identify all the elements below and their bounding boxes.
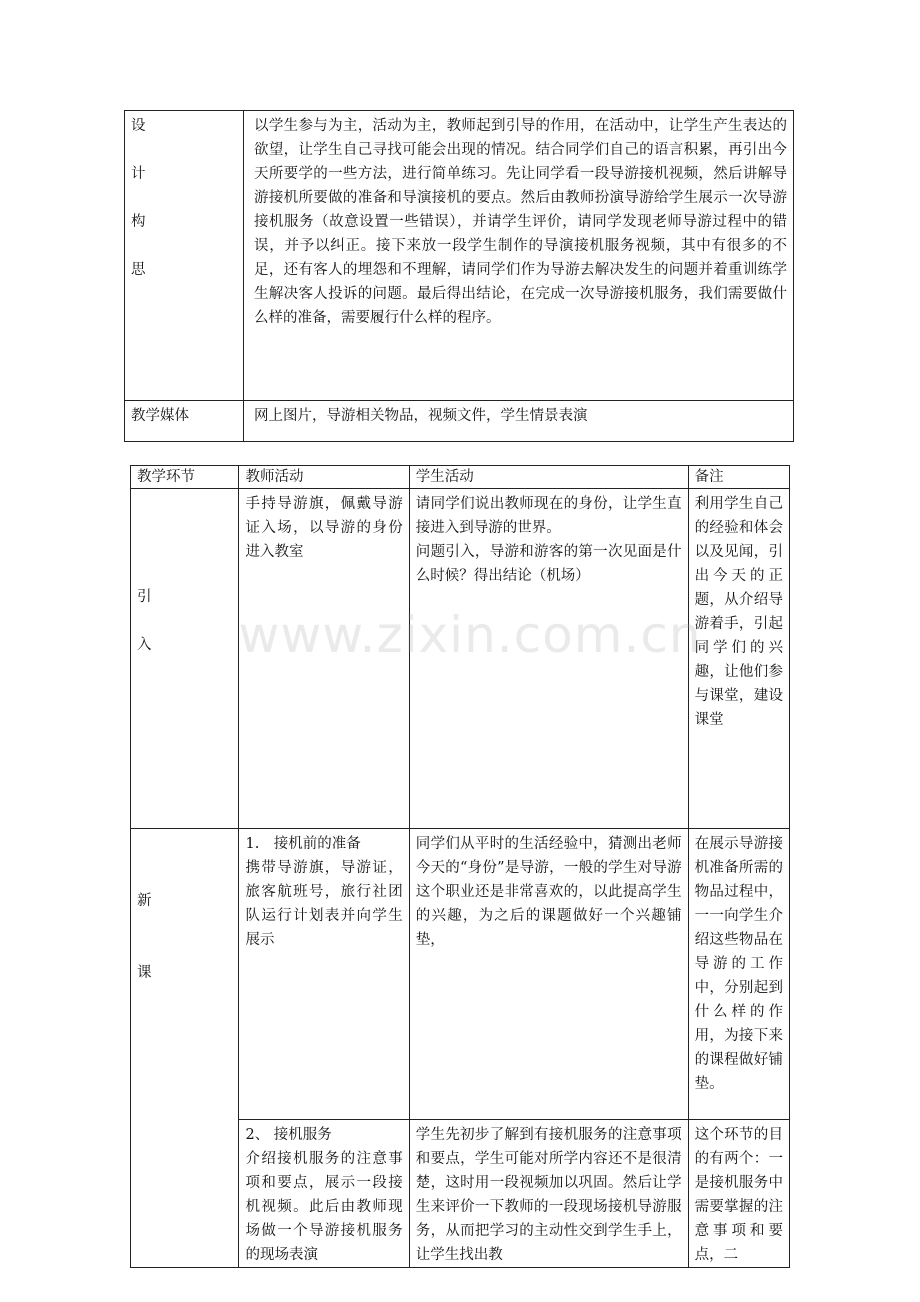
- intro-note: 利用学生自己的经验和体会以及见闻，引出今天的正题，从介绍导游着手，引起同学们的兴趣，让他们参与课堂，建设课堂: [688, 489, 789, 829]
- header-student: 学生活动: [409, 466, 688, 489]
- intro-student-p2: 问题引入，导游和游客的第一次见面是什么时候？得出结论（机场）: [415, 544, 682, 584]
- new1-teacher-activity: [239, 829, 409, 1120]
- new2-note: 这个环节的目的有两个：一是接机服务中需要掌握的注意事项和要点，二: [688, 1120, 789, 1268]
- design-label: [131, 114, 237, 306]
- design-label-char: 设: [131, 118, 146, 134]
- design-label-cell: [125, 111, 244, 401]
- new1-note: 在展示导游接机准备所需的物品过程中，一一向学生介绍这些物品在导游的工作中，分别起到什么样的作用，为接下来的课程做好铺垫。: [688, 829, 789, 1120]
- media-text: 网上图片，导游相关物品，视频文件，学生情景表演: [244, 401, 794, 442]
- design-label-char: 思: [131, 262, 146, 278]
- design-row: [125, 111, 794, 401]
- design-table: [124, 110, 794, 442]
- stage-new-lesson: [131, 829, 239, 1268]
- media-row: [125, 401, 794, 442]
- media-label: 教学媒体: [125, 401, 244, 442]
- new2-student-activity: 学生先初步了解到有接机服务的注意事项和要点，学生可能对所学内容还不是很清楚，这时用一段视频加以巩固。然后让学生来评价一下教师的一段现场接机导游服务，从而把学习的主动性交到学生手上，让学生找出教: [409, 1120, 688, 1268]
- new1-teacher-title: 1. 接机前的准备: [245, 836, 361, 852]
- table-row-intro: [131, 489, 790, 829]
- header-stage: 教学环节: [131, 466, 239, 489]
- stage-intro: [131, 489, 239, 829]
- new2-teacher-title: 2、 接机服务: [245, 1127, 332, 1143]
- new2-teacher-activity: [239, 1120, 409, 1268]
- stage-char: 新: [137, 893, 152, 909]
- lesson-table: [130, 465, 790, 1268]
- stage-char: 入: [137, 637, 152, 653]
- intro-student-activity: [409, 489, 688, 829]
- header-note: 备注: [688, 466, 789, 489]
- watermark: www.zixin.com.cn: [238, 606, 702, 664]
- stage-spacer: [137, 937, 232, 961]
- new2-teacher-text: 介绍接机服务的注意事项和要点，展示一段接机视频。此后由教师现场做一个导游接机服务的现场表演: [245, 1151, 403, 1263]
- stage-char: 引: [137, 589, 152, 605]
- stage-label: [137, 585, 232, 681]
- design-label-char: 构: [131, 214, 146, 230]
- stage-char: 课: [137, 965, 152, 981]
- intro-student-p1: 请同学们说出教师现在的身份，让学生直接进入到导游的世界。: [415, 496, 682, 536]
- new1-student-activity: 同学们从平时的生活经验中，猜测出老师今天的“身份”是导游，一般的学生对导游这个职业还是非常喜欢的，以此提高学生的兴趣，为之后的课题做好一个兴趣铺垫，: [409, 829, 688, 1120]
- header-teacher: 教师活动: [239, 466, 409, 489]
- stage-label: [137, 889, 232, 1009]
- design-label-char: 计: [131, 166, 146, 182]
- design-text: 以学生参与为主，活动为主，教师起到引导的作用，在活动中，让学生产生表达的欲望，让学生自己寻找可能会出现的情况。结合同学们自己的语言积累，再引出今天所要学的一些方法，进行简单练习。先让同学看一段导游接机视频，然后讲解导游接机所要做的准备和导演接机的要点。然后由教师扮演导游给学生展示一次导游接机服务（故意设置一些错误），并请学生评价，请同学发现老师导游过程中的错误，并予以纠正。接下来放一段学生制作的导演接机服务视频，其中有很多的不足，还有客人的埋怨和不理解，请同学们作为导游去解决发生的问题并着重训练学生解决客人投诉的问题。最后得出结论，在完成一次导游接机服务，我们需要做什么样的准备，需要履行什么样的程序。: [244, 111, 794, 401]
- new1-teacher-text: 携带导游旗，导游证，旅客航班号，旅行社团队运行计划表并向学生展示: [245, 860, 403, 948]
- intro-teacher-activity: 手持导游旗，佩戴导游证入场，以导游的身份进入教室: [239, 489, 409, 829]
- table-row-new-1: [131, 829, 790, 1120]
- table-header-row: [131, 466, 790, 489]
